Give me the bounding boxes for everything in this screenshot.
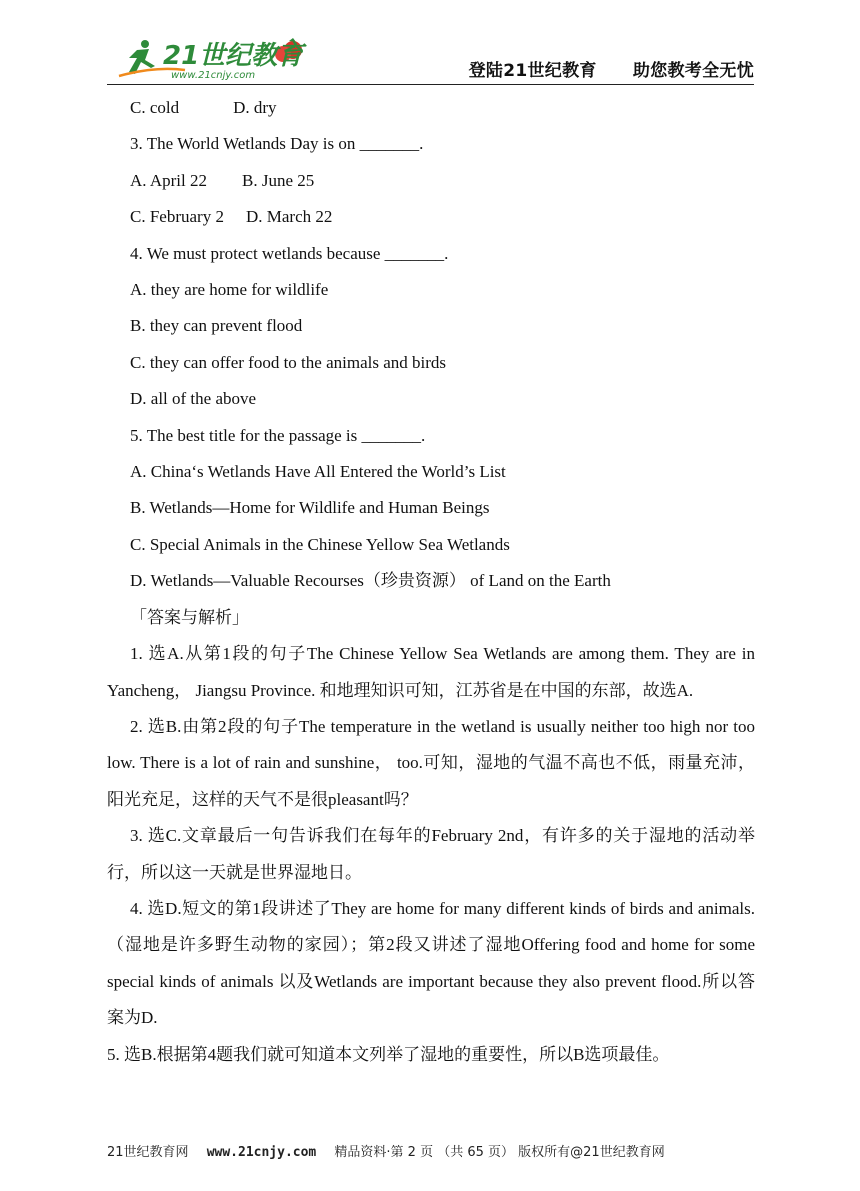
question-3-options-cd bbox=[107, 199, 755, 235]
question-3-options-ab bbox=[107, 163, 755, 199]
question-4-option-c: C. they can offer food to the animals and birds bbox=[130, 352, 446, 372]
option-c: C. cold bbox=[130, 98, 180, 117]
question-5-option-a: A. China‘s Wetlands Have All Entered the World’s List bbox=[130, 462, 506, 482]
question-4-option-d: D. all of the above bbox=[130, 389, 257, 409]
option-d: D. March 22 bbox=[245, 207, 333, 227]
answer-4: 4. 选D.短文的第1段讲述了They are home for many different kinds of birds and animals.（湿地是许多野生动物的家园）；第2段又讲述了湿地Offering food and home for some special kinds of animals 以及Wetlands are important because they also prevent flood.所以答案为D. bbox=[107, 898, 755, 1028]
page-footer bbox=[107, 1141, 755, 1160]
slogan-left: 登陆21世纪教育 bbox=[468, 61, 597, 81]
header-slogan bbox=[469, 56, 754, 81]
question-5-stem: 5. The best title for the passage is _______. bbox=[130, 425, 426, 445]
question-5-option-d: D. Wetlands—Valuable Recourses（珍贵资源） of Land on the Earth bbox=[130, 571, 611, 591]
question-2-options-cd bbox=[107, 90, 755, 126]
question-4-stem: 4. We must protect wetlands because _______. bbox=[130, 243, 449, 263]
page-header bbox=[107, 32, 754, 85]
footer-url: www.21cnjy.com bbox=[206, 1145, 317, 1160]
answer-2: 2. 选B.由第2段的句子The temperature in the wetland is usually neither too high nor too low. There is a lot of rain and sunshine， too.可知，湿地的气温不高也不低，雨量充沛，阳光充足，这样的天气不是很pleasant吗？ bbox=[107, 716, 755, 809]
option-d: D. dry bbox=[233, 98, 277, 117]
logo-url-text: www.21cnjy.com bbox=[171, 70, 256, 81]
site-logo bbox=[115, 36, 315, 82]
logo-text: 21世纪教育 bbox=[163, 41, 304, 71]
question-4-option-b: B. they can prevent flood bbox=[130, 316, 303, 336]
footer-site-name: 21世纪教育网 bbox=[107, 1145, 189, 1160]
document-body bbox=[107, 90, 755, 1073]
question-5-option-b: B. Wetlands—Home for Wildlife and Human Beings bbox=[130, 498, 490, 518]
option-b: B. June 25 bbox=[241, 170, 315, 190]
answer-5: 5. 选B.根据第4题我们就可知道本文列举了湿地的重要性，所以B选项最佳。 bbox=[107, 1044, 670, 1064]
question-4-option-a: A. they are home for wildlife bbox=[130, 280, 329, 300]
option-c: C. February 2 bbox=[130, 207, 224, 227]
question-5-option-c: C. Special Animals in the Chinese Yellow Sea Wetlands bbox=[130, 534, 510, 554]
option-a: A. April 22 bbox=[130, 170, 207, 190]
answer-3: 3. 选C.文章最后一句告诉我们在每年的February 2nd，有许多的关于湿地的活动举行，所以这一天就是世界湿地日。 bbox=[107, 826, 755, 882]
question-3-stem: 3. The World Wetlands Day is on _______. bbox=[130, 134, 424, 154]
answers-heading: 「答案与解析」 bbox=[130, 607, 249, 627]
footer-page-info: 精品资料·第 2 页 （共 65 页） 版权所有@21世纪教育网 bbox=[334, 1145, 665, 1160]
slogan-right: 助您教考全无忧 bbox=[632, 61, 754, 81]
answer-1: 1. 选A.从第1段的句子The Chinese Yellow Sea Wetlands are among them. They are in Yancheng， Jiangsu Province. 和地理知识可知，江苏省是在中国的东部，故选A. bbox=[107, 644, 755, 700]
